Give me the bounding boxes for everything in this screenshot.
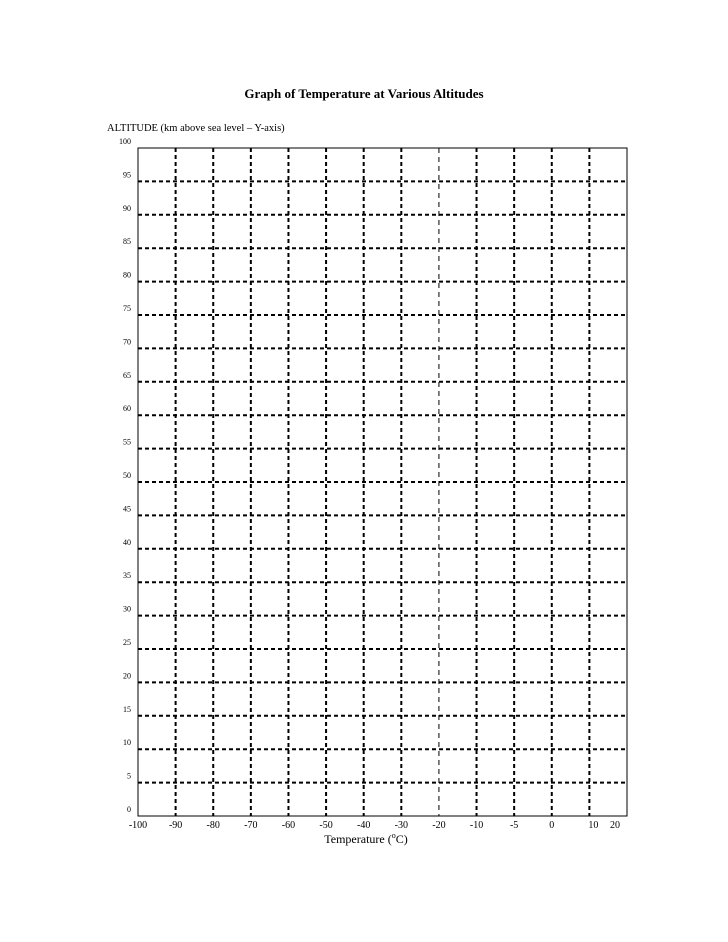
y-tick-label: 70 [123, 337, 131, 347]
x-tick-label: -5 [509, 820, 519, 831]
x-tick-label: 10 [588, 820, 599, 831]
x-tick-label: -40 [357, 820, 371, 831]
y-tick-label: 25 [123, 638, 131, 647]
y-tick-label: 100 [119, 137, 131, 146]
y-tick-label: 75 [123, 304, 131, 313]
y-tick-label: 55 [123, 437, 131, 447]
y-tick-label: 90 [123, 203, 131, 213]
x-tick-label: -30 [394, 820, 408, 831]
x-axis-label-suffix: C) [395, 832, 408, 846]
y-tick-label: 20 [123, 671, 131, 681]
y-tick-label: 10 [123, 738, 131, 748]
degree-superscript: o [391, 831, 396, 840]
y-tick-label: 85 [123, 237, 131, 247]
x-tick-label: -60 [281, 820, 296, 831]
x-axis-label-prefix: Temperature ( [324, 832, 392, 846]
y-tick-label: 15 [123, 704, 131, 714]
horizontal-gridlines [138, 181, 627, 782]
y-tick-label: 35 [123, 571, 131, 581]
x-tick-label: -50 [319, 820, 333, 831]
x-axis-label [324, 831, 407, 846]
y-tick-labels [119, 137, 131, 814]
x-tick-label: -70 [244, 820, 258, 831]
x-tick-label: -10 [469, 820, 484, 831]
x-tick-label: -100 [128, 820, 148, 831]
y-tick-label: 95 [123, 170, 131, 180]
y-tick-label: 45 [123, 504, 131, 514]
y-tick-label: 30 [123, 604, 131, 614]
y-tick-label: 60 [123, 404, 131, 414]
chart-title: Graph of Temperature at Various Altitudes [244, 86, 484, 101]
x-tick-label: -90 [168, 820, 183, 831]
y-axis-label: ALTITUDE (km above sea level – Y-axis) [107, 123, 285, 134]
y-tick-label: 40 [123, 537, 131, 547]
x-tick-label: 20 [610, 820, 620, 831]
y-tick-label: 50 [123, 471, 131, 480]
x-tick-label: 0 [549, 820, 555, 831]
x-tick-label: -20 [432, 820, 446, 831]
y-tick-label: 5 [127, 771, 131, 781]
x-tick-label: -80 [206, 820, 220, 831]
y-tick-label: 0 [127, 805, 131, 814]
y-tick-label: 80 [123, 270, 131, 280]
x-tick-labels [129, 820, 620, 831]
y-tick-label: 65 [123, 370, 131, 380]
